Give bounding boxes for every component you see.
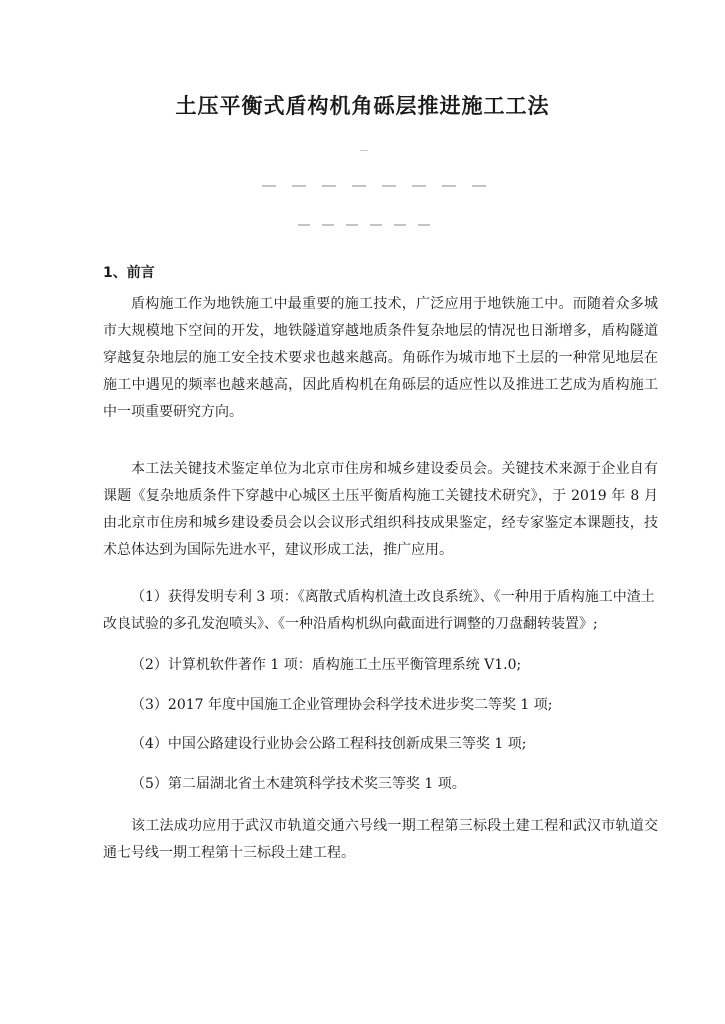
achievement-item-4: （4）中国公路建设行业协会公路工程科技创新成果三等奖 1 项;: [131, 736, 527, 752]
section-heading: 1、前言: [103, 265, 155, 281]
achievement-item-5: （5）第二届湖北省土木建筑科学技术奖三等奖 1 项。: [131, 776, 466, 792]
paragraph-intro: 盾构施工作为地铁施工中最重要的施工技术，广泛应用于地铁施工中。而随着众多城市大规模地下空间的开发，地铁隧道穿越地质条件复杂地层的情况也日渐增多，盾构隧道穿越复杂地层的施工安全技术要求也越来越高。角砾作为城市地下土层的一种常见地层在施工中遇见的频率也越来越高，因此盾构机在角砾层的适应性以及推进工艺成为盾构施工中一项重要研究方向。: [103, 296, 658, 420]
redacted-author-line: [262, 185, 502, 187]
paragraph-application: 该工法成功应用于武汉市轨道交通六号线一期工程第三标段土建工程和武汉市轨道交通七号线一期工程第十三标段土建工程。: [103, 818, 658, 861]
achievement-item-3: （3）2017 年度中国施工企业管理协会科学技术进步奖二等奖 1 项;: [131, 697, 553, 713]
achievement-item-2: （2）计算机软件著作 1 项：盾构施工土压平衡管理系统 V1.0;: [131, 657, 522, 673]
achievement-item-1: （1）获得发明专利 3 项：《离散式盾构机渣土改良系统》、《一种用于盾构施工中渣土改良试验的多孔发泡喷头》、《一种沿盾构机纵向截面进行调整的刀盘翻转装置》;: [103, 589, 655, 632]
paragraph-appraisal: 本工法关键技术鉴定单位为北京市住房和城乡建设委员会。关键技术来源于企业自有课题《复杂地质条件下穿越中心城区土压平衡盾构施工关键技术研究》，于 2019 年 8 月由北京市住房和城乡建设委员会以会议形式组织科技成果鉴定，经专家鉴定本课题技，技术总体达到为国际先进水平，建议形成工法，推广应用。: [103, 461, 658, 558]
redacted-mark: [360, 150, 368, 151]
redacted-affiliation-line: [298, 224, 438, 226]
document-title: 土压平衡式盾构机角砾层推进施工工法: [175, 94, 550, 118]
